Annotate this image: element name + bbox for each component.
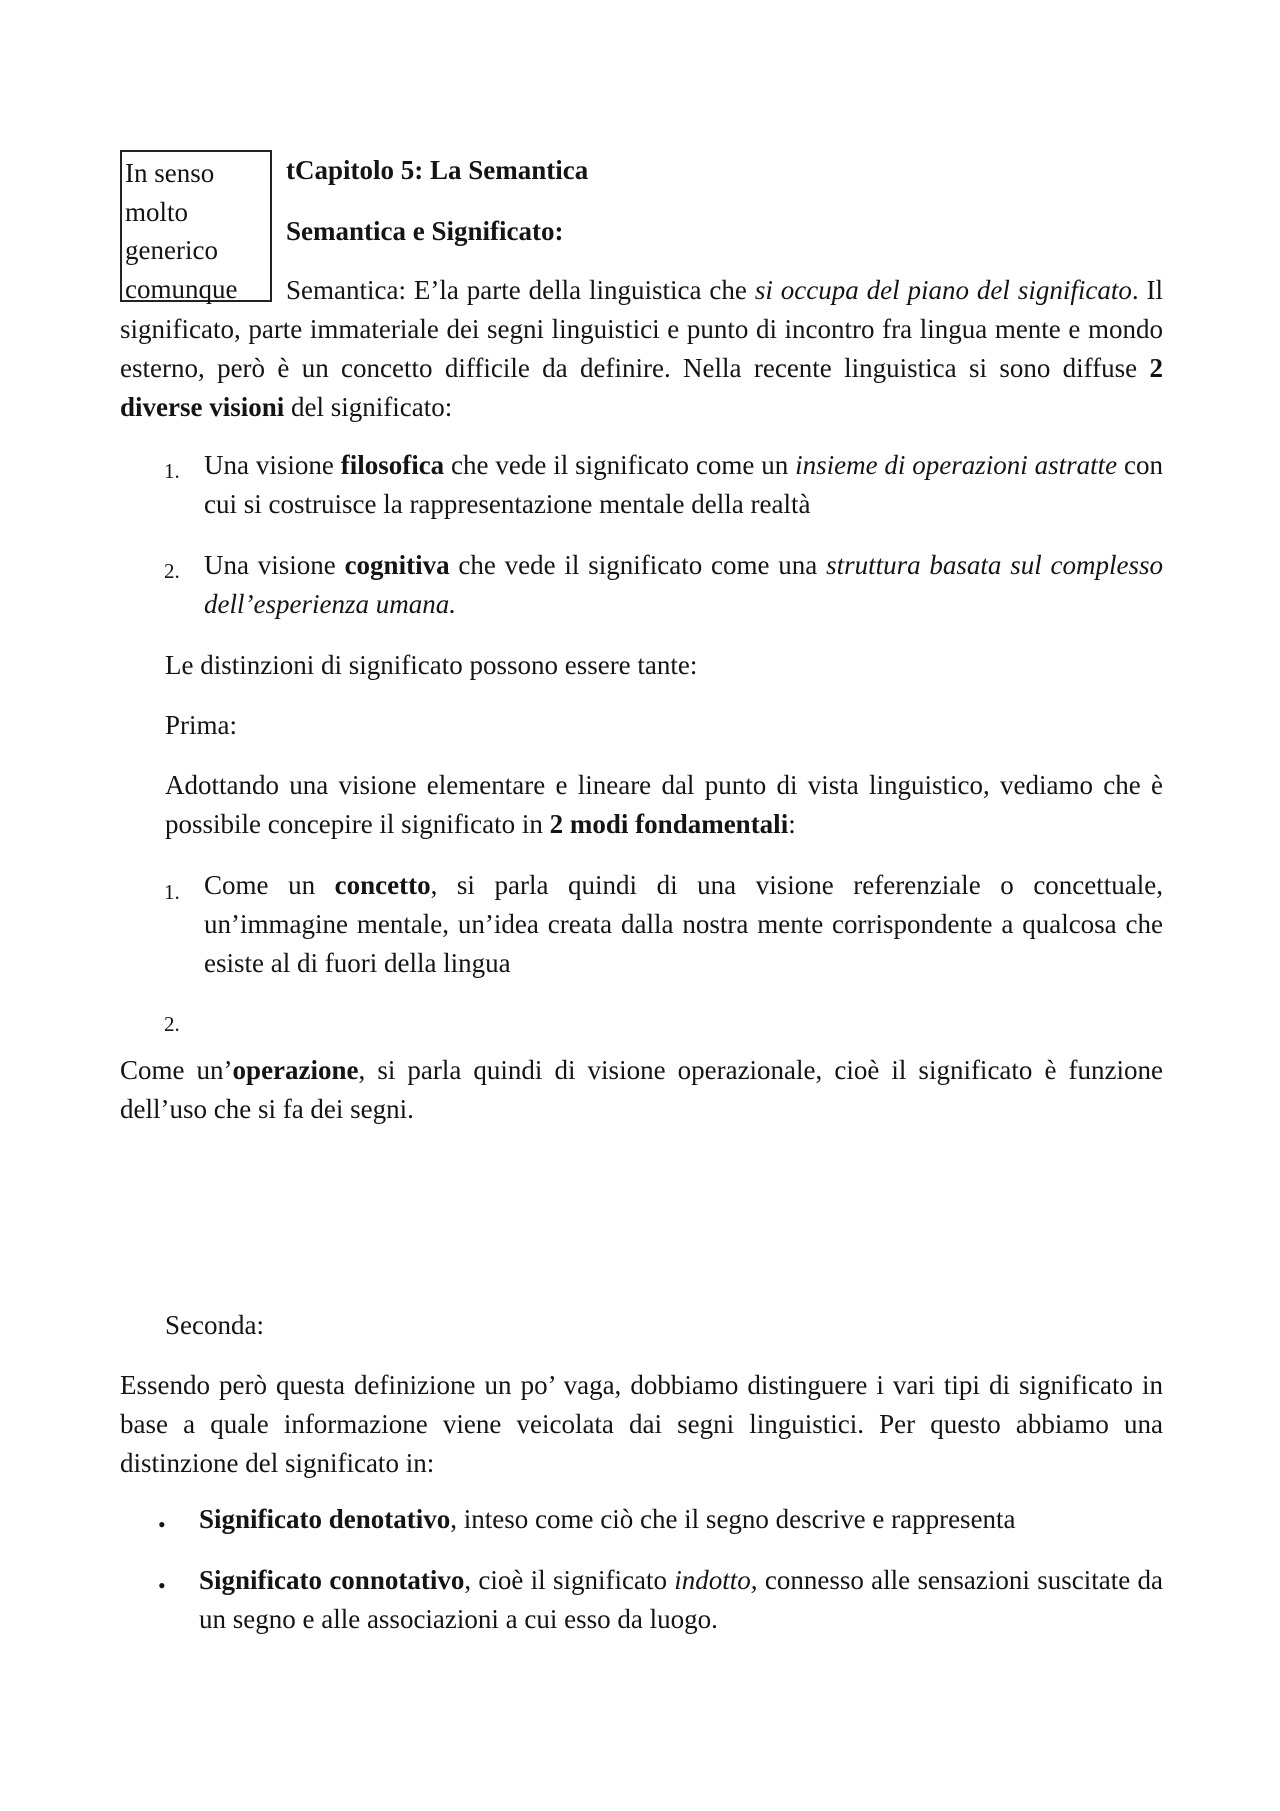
intro-paragraph: Semantica: E’la parte della linguistica che si occupa del piano del significato. Il significato, parte immateriale dei segni linguistici e punto di incontro fra lingua mente e mondo esterno, però è un concetto difficile da definire. Nella recente linguistica si sono diffuse 2 diverse visioni del significato: [120,275,1164,422]
prima-paragraph: Adottando una visione elementare e lineare dal punto di vista linguistico, vediamo che è possibile concepire il significato in 2 modi fondamentali: [165,770,1163,839]
bullet-item-connotativo: Significato connotativo, cioè il significato indotto, connesso alle sensazioni suscitate da un segno e alle associazioni a cui esso da luogo. [199,1565,1163,1634]
list-number: 2. [164,1012,180,1036]
list-item-concetto: Come un concetto, si parla quindi di una visione referenziale o concettuale, un’immagine mentale, un’idea creata dalla nostra mente corrispondente a qualcosa che esiste al di fuori della lingua [204,870,1163,978]
seconda-label: Seconda: [165,1310,264,1340]
chapter-title: tCapitolo 5: La Semantica [286,155,589,185]
list-item-vision-1: Una visione filosofica che vede il significato come un insieme di operazioni astratte con cui si costruisce la rappresentazione mentale della realtà [204,450,1163,519]
list-number: 2. [164,559,180,583]
section-subtitle: Semantica e Significato: [286,216,564,246]
intro-emphasis: si occupa del piano del significato [754,275,1132,305]
prima-label: Prima: [165,710,237,740]
bullet-marker: • [158,1573,166,1598]
list-number: 1. [164,459,180,483]
margin-note-line: molto [125,196,189,227]
list-number: 1. [164,880,180,904]
seconda-paragraph: Essendo però questa definizione un po’ vaga, dobbiamo distinguere i vari tipi di significato in base a quale informazione viene veicolata dai segni linguistici. Per questo abbiamo una distinzione del significato in: [120,1370,1163,1478]
margin-note-line: generico [125,235,218,265]
margin-note-line: In senso [125,158,215,188]
intro-strong: 2 diverse visioni [120,353,1163,422]
distinzioni-text: Le distinzioni di significato possono essere tante: [165,650,698,680]
operazione-paragraph: Come un’operazione, si parla quindi di visione operazionale, cioè il significato è funzione dell’uso che si fa dei segni. [120,1055,1163,1124]
list-item-vision-2: Una visione cognitiva che vede il significato come una struttura basata sul complesso dell’esperienza umana. [204,550,1163,619]
bullet-marker: • [158,1512,166,1537]
margin-note-line: comunque [125,273,238,304]
bullet-item-denotativo: Significato denotativo, inteso come ciò che il segno descrive e rappresenta [199,1504,1016,1534]
